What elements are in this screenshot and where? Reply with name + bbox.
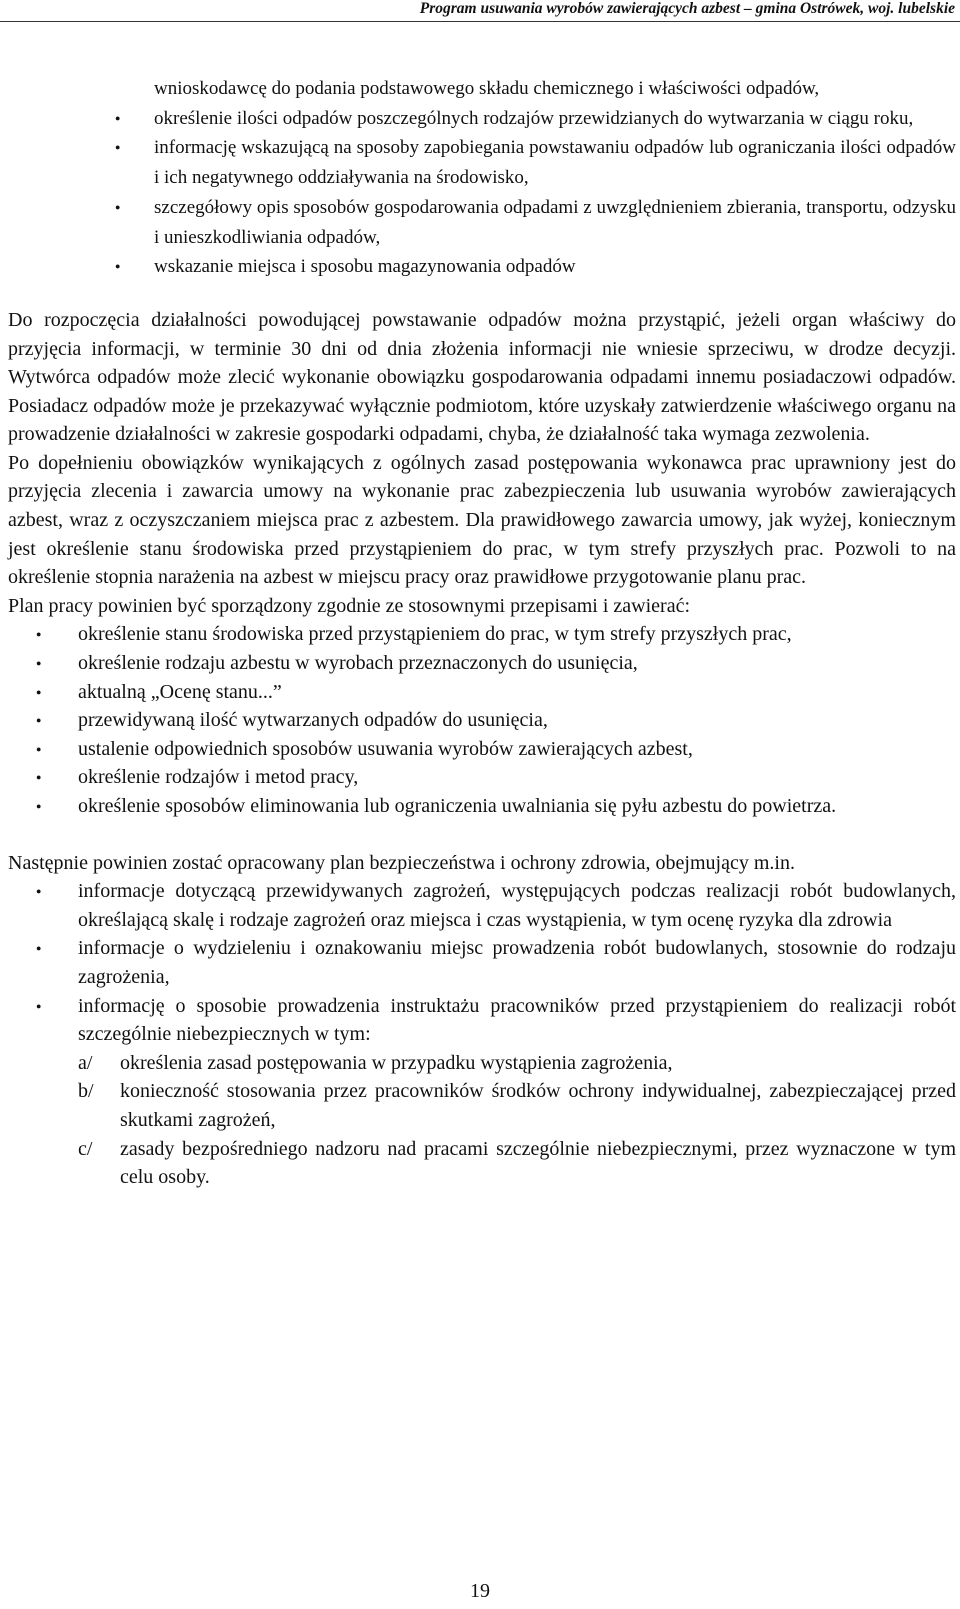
- list-item: [8, 992, 956, 1049]
- list-item: [8, 706, 956, 735]
- sub-item-label: b/: [78, 1080, 94, 1103]
- page-number: 19: [470, 1580, 490, 1602]
- page-header: Program usuwania wyrobów zawierających azbest – gmina Ostrówek, woj. lubelskie: [0, 0, 960, 22]
- waste-info-list: [8, 74, 956, 282]
- list-item: [8, 763, 956, 792]
- list-item-text: wnioskodawcę do podania podstawowego składu chemicznego i właściwości odpadów,: [154, 78, 820, 99]
- list-item: [8, 193, 956, 252]
- sub-item-label: a/: [78, 1051, 93, 1074]
- list-item-text: określenie ilości odpadów poszczególnych rodzajów przewidzianych do wytwarzania w ciągu roku,: [154, 107, 914, 129]
- sub-item-text: określenia zasad postępowania w przypadku wystąpienia zagrożenia,: [120, 1051, 673, 1074]
- list-item-text: określenie stanu środowiska przed przystąpieniem do prac, w tym strefy przyszłych prac,: [78, 623, 792, 646]
- list-item-text: informację wskazującą na sposoby zapobiegania powstawaniu odpadów lub ograniczania ilości odpadów i ich negatywnego oddziaływania na środowisko,: [154, 137, 956, 189]
- list-item: [8, 792, 956, 821]
- sub-item-text: konieczność stosowania przez pracowników środków ochrony indywidualnej, zabezpieczającej przed skutkami zagrożeń,: [120, 1080, 956, 1131]
- list-item-text: ustalenie odpowiednich sposobów usuwania wyrobów zawierających azbest,: [78, 737, 693, 760]
- sub-item: [8, 1049, 956, 1078]
- list-item-text: przewidywaną ilość wytwarzanych odpadów do usunięcia,: [78, 709, 548, 732]
- list-item-text: szczegółowy opis sposobów gospodarowania odpadami z uwzględnieniem zbierania, transportu, odzysku i unieszkodliwiania odpadów,: [154, 196, 956, 248]
- sub-item: [8, 1135, 956, 1192]
- document-body: [8, 74, 956, 1192]
- list-item: [8, 678, 956, 707]
- sub-item-label: c/: [78, 1137, 93, 1160]
- list-item-text: wskazanie miejsca i sposobu magazynowania odpadów: [154, 256, 576, 278]
- list-item-text: określenie rodzajów i metod pracy,: [78, 766, 359, 789]
- paragraph: Po dopełnieniu obowiązków wynikających z ogólnych zasad postępowania wykonawca prac uprawniony jest do przyjęcia zlecenia i zawarcia umowy na wykonanie prac zabezpieczenia lub usuwania wyrobów zawierających azbest, wraz z oczyszczaniem miejsca prac z azbestem. Dla prawidłowego zawarcia umowy, jak wyżej, koniecznym jest określenie stanu środowiska przed przystąpieniem do prac, w tym strefy przyszłych prac. Pozwoli to na określenie stopnia narażenia na azbest w miejscu pracy oraz prawidłowe przygotowanie planu prac.: [8, 451, 956, 589]
- list-item-text: określenie rodzaju azbestu w wyrobach przeznaczonych do usunięcia,: [78, 652, 638, 675]
- list-item-text: informacje o wydzieleniu i oznakowaniu miejsc prowadzenia robót budowlanych, stosownie do rodzaju zagrożenia,: [78, 937, 956, 988]
- paragraph: Do rozpoczęcia działalności powodującej powstawanie odpadów można przystąpić, jeżeli organ właściwy do przyjęcia informacji, w terminie 30 dni od dnia złożenia informacji nie wniesie sprzeciwu, w drodze decyzji. Wytwórca odpadów może zlecić wykonanie obowiązku gospodarowania odpadami innemu posiadaczowi odpadów. Posiadacz odpadów może je przekazywać wyłącznie podmiotom, które uzyskały zatwierdzenie właściwego organu na prowadzenie działalności w zakresie gospodarki odpadami, chyba, że działalność taka wymaga zezwolenia.: [8, 308, 956, 446]
- list-item: [8, 252, 956, 282]
- list-item: [8, 133, 956, 192]
- list-item: [8, 934, 956, 991]
- list-item: [8, 877, 956, 934]
- paragraph: Plan pracy powinien być sporządzony zgodnie ze stosownymi przepisami i zawierać:: [8, 594, 691, 617]
- list-item-text: informację o sposobie prowadzenia instruktażu pracowników przed przystąpieniem do realizacji robót szczególnie niebezpiecznych w tym:: [78, 994, 956, 1046]
- list-item: [8, 735, 956, 764]
- sub-item-text: zasady bezpośredniego nadzoru nad pracami szczególnie niebezpiecznymi, przez wyznaczone w tym celu osoby.: [120, 1137, 956, 1189]
- list-item-text: aktualną „Ocenę stanu...”: [78, 680, 282, 703]
- sub-item: [8, 1077, 956, 1134]
- work-plan-list: [8, 620, 956, 820]
- paragraph: Następnie powinien zostać opracowany plan bezpieczeństwa i ochrony zdrowia, obejmujący m.in.: [8, 851, 795, 874]
- list-item: [8, 74, 956, 104]
- list-item-text: informacje dotyczącą przewidywanych zagrożeń, występujących podczas realizacji robót budowlanych, określającą skalę i rodzaje zagrożeń oraz miejsca i czas wystąpienia, w tym ocenę ryzyka dla zdrowia: [78, 880, 956, 931]
- list-item: [8, 620, 956, 649]
- list-item-text: określenie sposobów eliminowania lub ograniczenia uwalniania się pyłu azbestu do powietrza.: [78, 795, 837, 818]
- list-item: [8, 104, 956, 134]
- list-item: [8, 649, 956, 678]
- safety-plan-list: [8, 877, 956, 1049]
